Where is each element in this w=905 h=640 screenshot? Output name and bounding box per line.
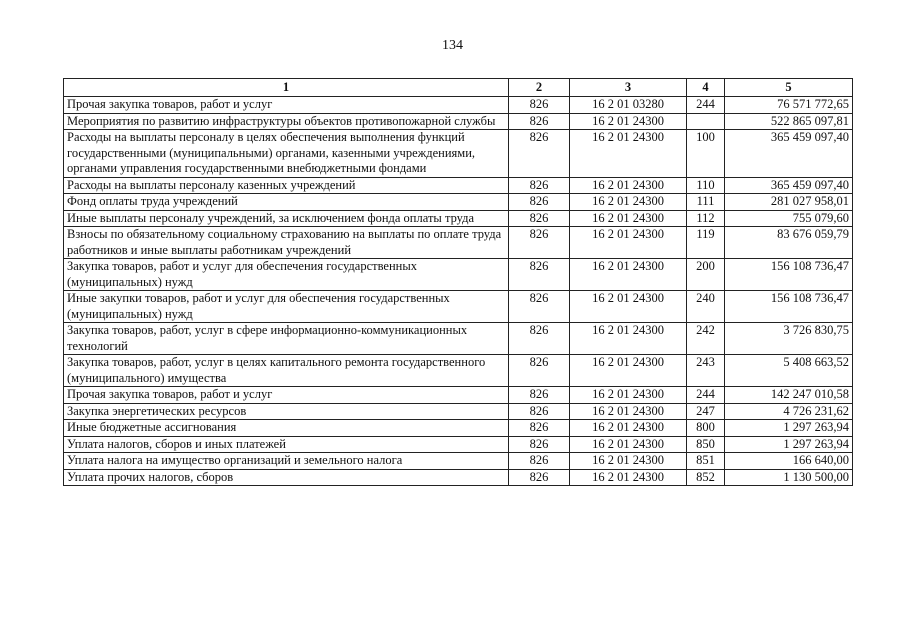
row-target-article: 16 2 01 24300 [570,436,687,453]
row-grbs-code: 826 [509,403,570,420]
row-expense-type: 240 [687,291,725,323]
table-row [64,323,853,355]
row-name: Взносы по обязательному социальному страхованию на выплаты по оплате труда работников и иные выплаты работникам учреждений [64,227,509,259]
row-target-article: 16 2 01 24300 [570,177,687,194]
row-expense-type: 244 [687,387,725,404]
row-name: Уплата прочих налогов, сборов [64,469,509,486]
row-grbs-code: 826 [509,97,570,114]
table-row [64,291,853,323]
row-name: Иные выплаты персоналу учреждений, за исключением фонда оплаты труда [64,210,509,227]
table-row [64,227,853,259]
table-row [64,259,853,291]
row-name: Мероприятия по развитию инфраструктуры объектов противопожарной службы [64,113,509,130]
row-amount: 76 571 772,65 [725,97,853,114]
table-row [64,420,853,437]
table-body [64,97,853,486]
row-expense-type: 119 [687,227,725,259]
row-amount: 365 459 097,40 [725,130,853,178]
row-target-article: 16 2 01 24300 [570,227,687,259]
row-target-article: 16 2 01 24300 [570,210,687,227]
row-amount: 156 108 736,47 [725,259,853,291]
row-grbs-code: 826 [509,469,570,486]
row-grbs-code: 826 [509,387,570,404]
table-row [64,113,853,130]
row-amount: 755 079,60 [725,210,853,227]
row-amount: 1 297 263,94 [725,436,853,453]
row-expense-type: 242 [687,323,725,355]
row-grbs-code: 826 [509,436,570,453]
row-grbs-code: 826 [509,210,570,227]
row-grbs-code: 826 [509,177,570,194]
table-row [64,97,853,114]
row-grbs-code: 826 [509,291,570,323]
row-expense-type: 247 [687,403,725,420]
row-expense-type [687,113,725,130]
row-amount: 4 726 231,62 [725,403,853,420]
header-col-1: 1 [64,79,509,97]
row-name: Закупка энергетических ресурсов [64,403,509,420]
row-target-article: 16 2 01 24300 [570,469,687,486]
table-row [64,469,853,486]
budget-table [63,78,853,486]
row-expense-type: 852 [687,469,725,486]
header-col-2: 2 [509,79,570,97]
row-name: Расходы на выплаты персоналу казенных учреждений [64,177,509,194]
row-grbs-code: 826 [509,130,570,178]
row-grbs-code: 826 [509,420,570,437]
row-expense-type: 243 [687,355,725,387]
row-target-article: 16 2 01 24300 [570,291,687,323]
row-target-article: 16 2 01 24300 [570,420,687,437]
row-amount: 83 676 059,79 [725,227,853,259]
row-amount: 166 640,00 [725,453,853,470]
row-amount: 5 408 663,52 [725,355,853,387]
table-row [64,436,853,453]
header-col-5: 5 [725,79,853,97]
row-amount: 365 459 097,40 [725,177,853,194]
row-expense-type: 100 [687,130,725,178]
table-row [64,194,853,211]
row-name: Закупка товаров, работ, услуг в целях капитального ремонта государственного (муниципального) имущества [64,355,509,387]
row-name: Прочая закупка товаров, работ и услуг [64,387,509,404]
row-grbs-code: 826 [509,227,570,259]
row-expense-type: 244 [687,97,725,114]
row-target-article: 16 2 01 24300 [570,355,687,387]
row-amount: 522 865 097,81 [725,113,853,130]
row-name: Уплата налогов, сборов и иных платежей [64,436,509,453]
header-col-4: 4 [687,79,725,97]
row-grbs-code: 826 [509,259,570,291]
row-name: Иные бюджетные ассигнования [64,420,509,437]
row-target-article: 16 2 01 24300 [570,113,687,130]
table-row [64,387,853,404]
table-row [64,210,853,227]
row-amount: 281 027 958,01 [725,194,853,211]
table-row [64,177,853,194]
row-target-article: 16 2 01 24300 [570,453,687,470]
row-name: Иные закупки товаров, работ и услуг для обеспечения государственных (муниципальных) нужд [64,291,509,323]
row-grbs-code: 826 [509,113,570,130]
row-amount: 1 130 500,00 [725,469,853,486]
row-target-article: 16 2 01 24300 [570,387,687,404]
row-amount: 156 108 736,47 [725,291,853,323]
row-target-article: 16 2 01 03280 [570,97,687,114]
row-grbs-code: 826 [509,453,570,470]
row-grbs-code: 826 [509,323,570,355]
row-expense-type: 800 [687,420,725,437]
row-target-article: 16 2 01 24300 [570,130,687,178]
table-row [64,453,853,470]
header-col-3: 3 [570,79,687,97]
row-name: Закупка товаров, работ, услуг в сфере информационно-коммуникационных технологий [64,323,509,355]
row-amount: 1 297 263,94 [725,420,853,437]
row-target-article: 16 2 01 24300 [570,194,687,211]
row-target-article: 16 2 01 24300 [570,259,687,291]
page-number: 134 [442,38,463,53]
row-name: Расходы на выплаты персоналу в целях обеспечения выполнения функций государственными (муниципальными) органами, казенными учреждениями, органами управления государственными внебюджетными фондами [64,130,509,178]
row-target-article: 16 2 01 24300 [570,403,687,420]
table-row [64,130,853,178]
row-expense-type: 850 [687,436,725,453]
row-expense-type: 200 [687,259,725,291]
row-grbs-code: 826 [509,355,570,387]
row-expense-type: 110 [687,177,725,194]
row-name: Фонд оплаты труда учреждений [64,194,509,211]
table-row [64,403,853,420]
row-target-article: 16 2 01 24300 [570,323,687,355]
row-amount: 142 247 010,58 [725,387,853,404]
row-grbs-code: 826 [509,194,570,211]
table-row [64,355,853,387]
row-expense-type: 111 [687,194,725,211]
row-name: Закупка товаров, работ и услуг для обеспечения государственных (муниципальных) нужд [64,259,509,291]
table-header-row [64,79,853,97]
row-expense-type: 112 [687,210,725,227]
row-amount: 3 726 830,75 [725,323,853,355]
row-name: Прочая закупка товаров, работ и услуг [64,97,509,114]
row-expense-type: 851 [687,453,725,470]
row-name: Уплата налога на имущество организаций и земельного налога [64,453,509,470]
